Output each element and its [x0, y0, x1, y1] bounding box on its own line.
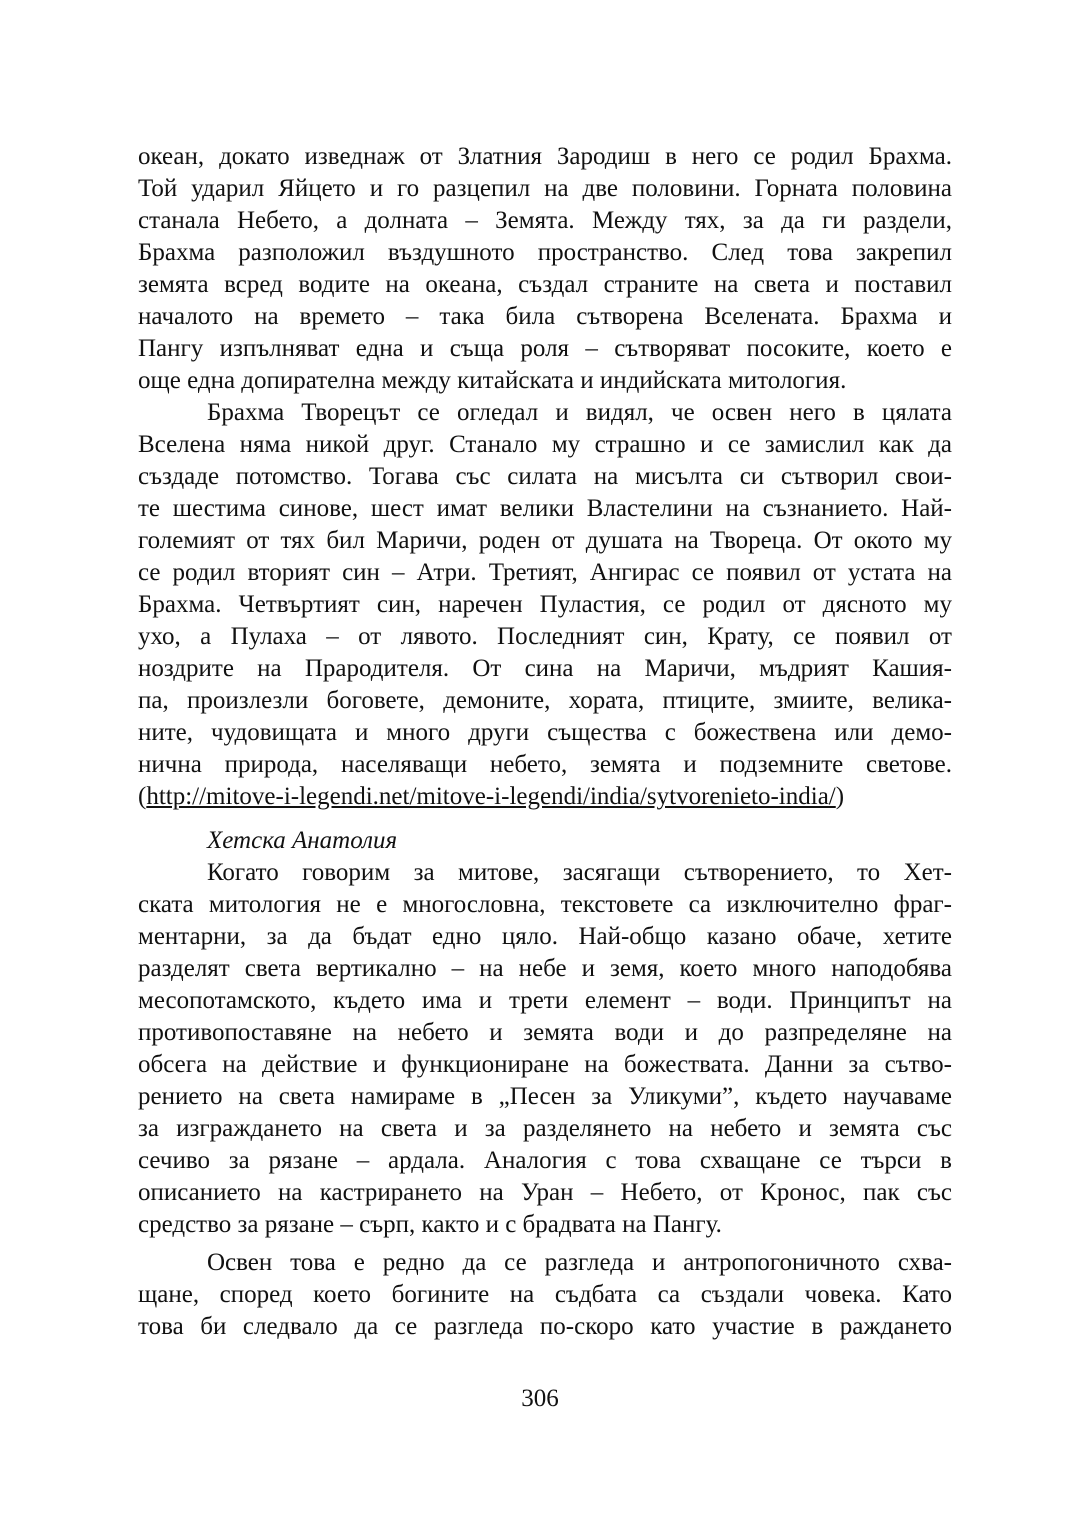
page-number: 306 — [521, 1385, 559, 1412]
source-link[interactable]: http://mitove-i-legendi.net/mitove-i-legendi/india/sytvorenieto-india/ — [146, 783, 836, 810]
text-line: ухо, а Пулаха – от лявото. Последният син, Крату, се появил от — [138, 623, 952, 650]
text-line: разделят света вертикално – на небе и земя, което много наподобява — [138, 955, 952, 982]
text-line: ноздрите на Прародителя. От сина на Маричи, мъдрият Кашия- — [138, 655, 952, 682]
text-line: създаде потомство. Тогава със силата на мисълта си сътворил свои- — [138, 463, 952, 490]
source-citation-line — [138, 781, 952, 813]
text-line: това би следвало да се разгледа по-скоро като участие в раждането — [138, 1313, 952, 1340]
paragraph-hittite-myth — [138, 857, 952, 1241]
text-line: океан, докато изведнаж от Златния Зародиш в него се родил Брахма. — [138, 143, 952, 170]
text-line: щане, според което богините на съдбата са създали човека. Като — [138, 1281, 952, 1308]
text-line: още една допирателна между китайската и индийската митология. — [138, 367, 847, 394]
paragraph-spacer — [138, 813, 952, 825]
text-line: па, произлезли боговете, демоните, хората, птиците, змиите, велика- — [138, 687, 952, 714]
paragraph-brahma-creation — [138, 141, 952, 397]
page-text-block — [138, 141, 952, 1343]
text-line: Пангу изпълняват една и съща роля – сътворяват посоките, което е — [138, 335, 952, 362]
paragraph-anthropogony — [138, 1247, 952, 1343]
text-line: Освен това е редно да се разгледа и антропогоничното схва- — [207, 1249, 952, 1276]
paren-close: ) — [835, 783, 845, 810]
text-line: ните, чудовищата и много други същества с божествена или демо- — [138, 719, 952, 746]
paren-open: ( — [138, 783, 147, 810]
paragraph-brahma-sons — [138, 397, 952, 813]
section-heading: Хетска Анатолия — [207, 827, 398, 854]
text-line: те шестима синове, шест имат велики Властелини на съзнанието. Най- — [138, 495, 952, 522]
text-line: ментарни, за да бъдат едно цяло. Най-общо казано обаче, хетите — [138, 923, 952, 950]
text-line: Брахма. Четвъртият син, наречен Пуластия, се родил от дясното му — [138, 591, 952, 618]
text-line: обсега на действие и функциониране на божествата. Данни за сътво- — [138, 1051, 952, 1078]
text-line: големият от тях бил Маричи, роден от душата на Твореца. От окото му — [138, 527, 952, 554]
text-line: ската митология не е многословна, текстовете са изключително фраг- — [138, 891, 952, 918]
text-line: противопоставяне на небето и земята води и до разпределяне на — [138, 1019, 952, 1046]
text-line: за изграждането на света и за разделянето на небето и земята със — [138, 1115, 952, 1142]
text-line: Вселена няма никой друг. Станало му страшно и се замислил как да — [138, 431, 952, 458]
text-line: се родил вторият син – Атри. Третият, Ангирас се появил от устата на — [138, 559, 952, 586]
text-line: началото на времето – така била сътворена Вселената. Брахма и — [138, 303, 952, 330]
text-line: Брахма разположил въздушното пространство. След това закрепил — [138, 239, 952, 266]
text-line: нична природа, населяващи небето, земята и подземните светове. — [138, 751, 952, 778]
text-line: земята всред водите на океана, създал страните на света и поставил — [138, 271, 952, 298]
text-line: станала Небето, а долната – Земята. Между тях, за да ги раздели, — [138, 207, 952, 234]
text-line: рението на света намираме в „Песен за Уликуми”, където научаваме — [138, 1083, 952, 1110]
text-line: Когато говорим за митове, засягащи сътворението, то Хет- — [207, 859, 952, 886]
text-line: сечиво за рязане – ардала. Аналогия с това схващане се търси в — [138, 1147, 952, 1174]
text-line: описанието на кастрирането на Уран – Небето, от Кронос, пак със — [138, 1179, 952, 1206]
text-line: Той ударил Яйцето и го разцепил на две половини. Горната половина — [138, 175, 952, 202]
text-line: Брахма Творецът се огледал и видял, че освен него в цялата — [207, 399, 952, 426]
text-line: месопотамското, където има и трети елемент – води. Принципът на — [138, 987, 952, 1014]
text-line: средство за рязане – сърп, както и с брадвата на Пангу. — [138, 1211, 722, 1238]
